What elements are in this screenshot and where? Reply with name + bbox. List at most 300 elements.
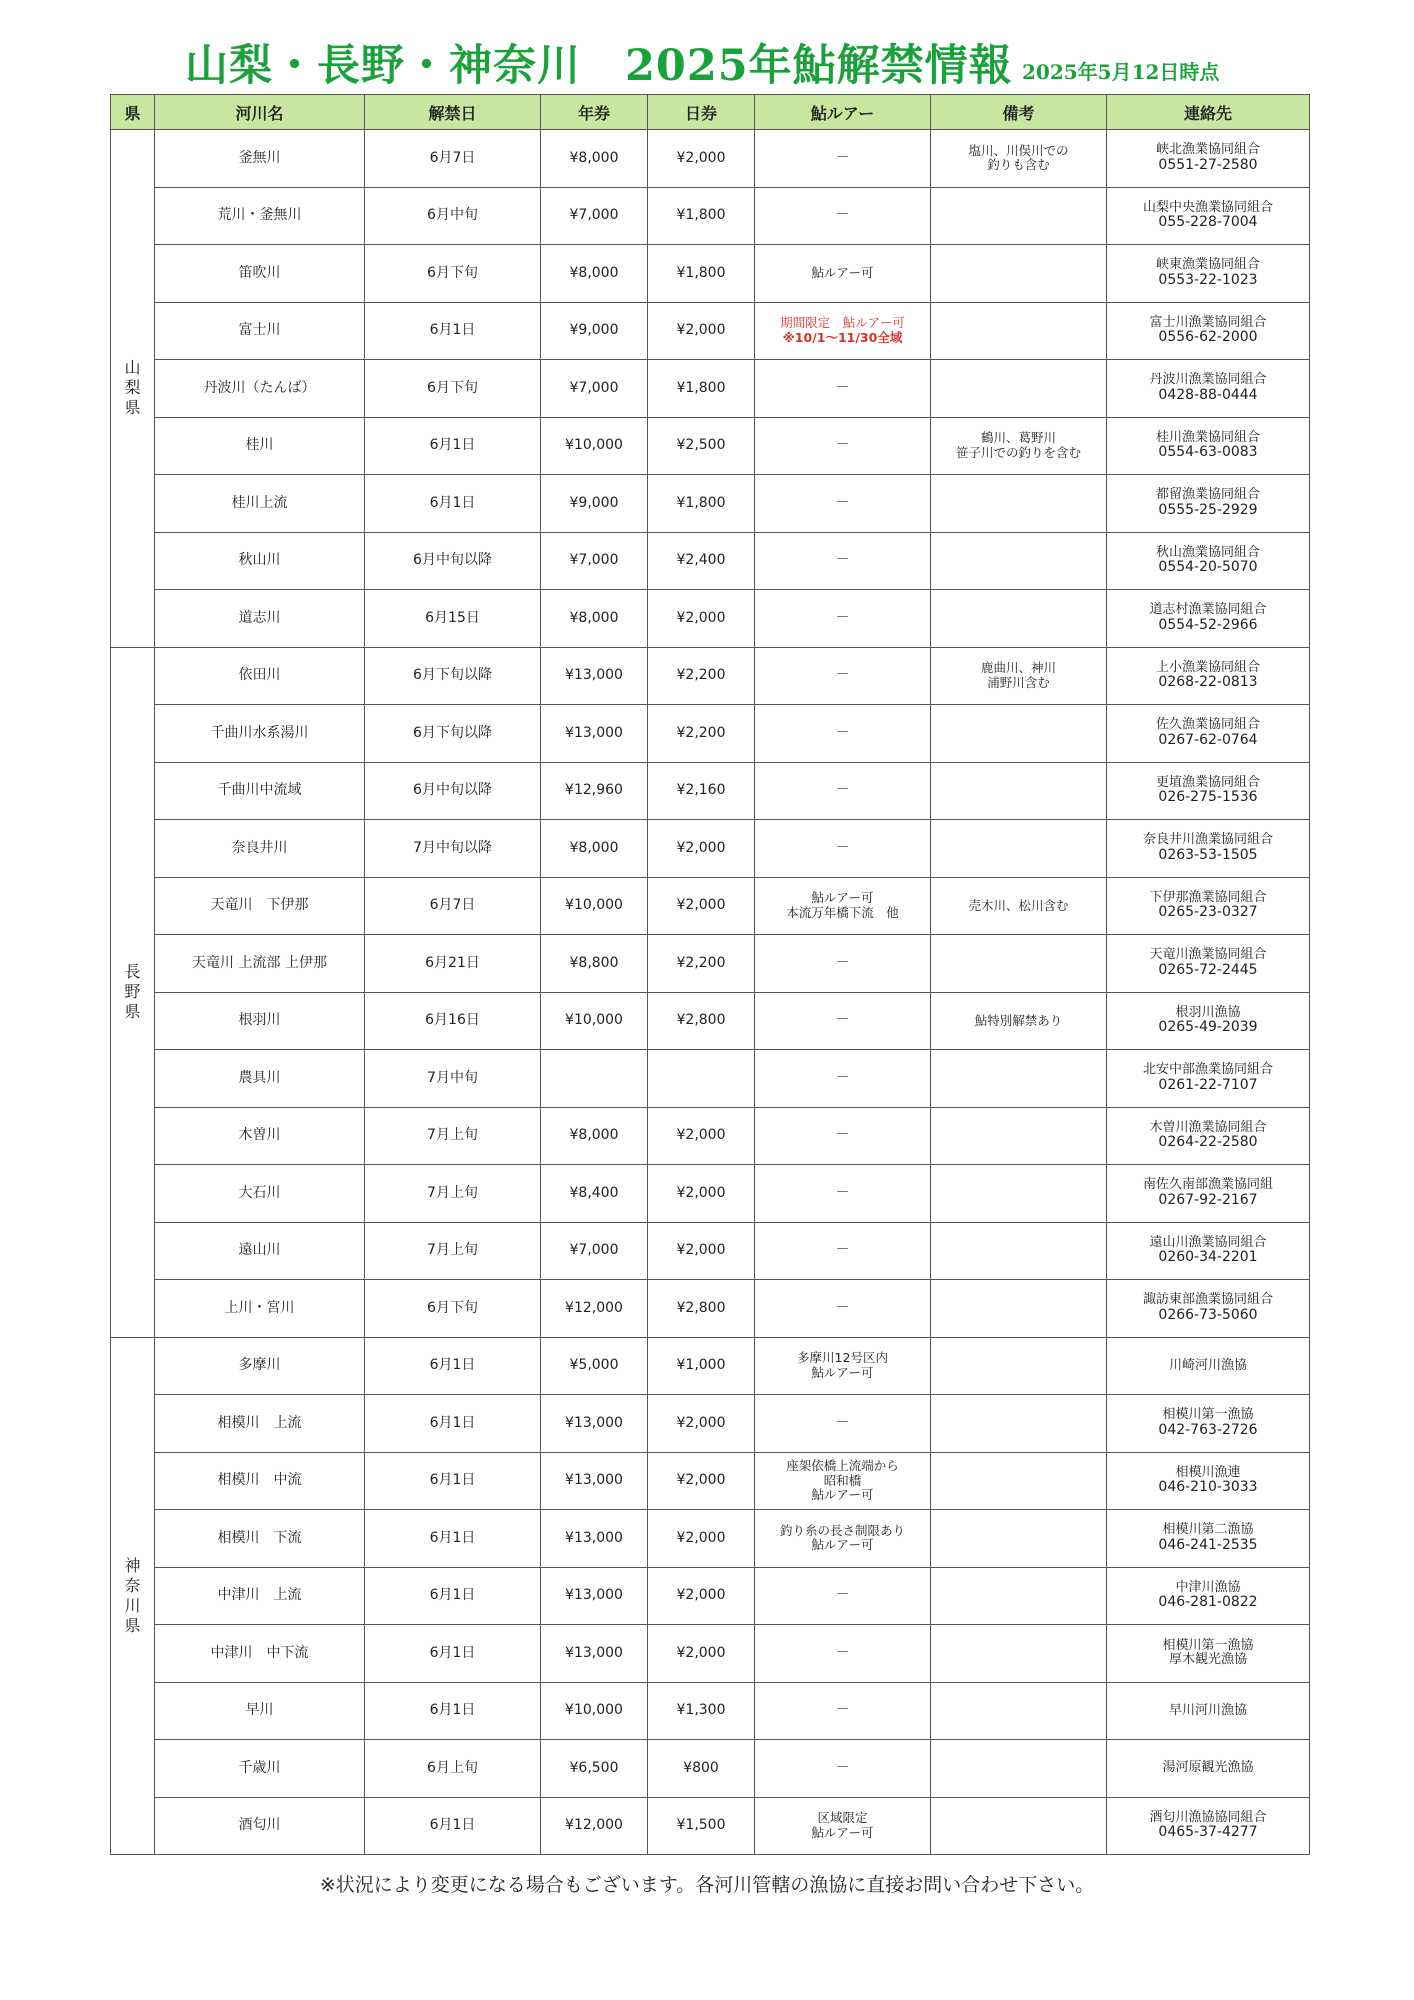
- open-date-cell: [365, 417, 541, 475]
- day-ticket-cell: [648, 187, 755, 245]
- table-row: [111, 245, 1310, 303]
- contact-phone: 055-228-7004: [1158, 214, 1258, 231]
- day-ticket: ¥2,160: [676, 782, 726, 799]
- contact-cell: [1107, 1222, 1310, 1280]
- open-date: 6月1日: [429, 1357, 476, 1374]
- contact-cell: [1107, 935, 1310, 993]
- open-date: 6月1日: [429, 1817, 476, 1834]
- ayu-lure-cell: [755, 187, 931, 245]
- river-name-cell: [155, 302, 365, 360]
- contact-cell: [1107, 992, 1310, 1050]
- annual-ticket-cell: [541, 187, 648, 245]
- ayu-lure-text: －: [835, 1069, 850, 1086]
- table-row: [111, 1107, 1310, 1165]
- ayu-lure-text: －: [835, 1587, 850, 1604]
- open-date: 6月1日: [429, 437, 476, 454]
- annual-ticket-cell: [541, 1625, 648, 1683]
- open-date-cell: [365, 187, 541, 245]
- contact-org: 根羽川漁協: [1175, 1004, 1241, 1020]
- open-date: 6月中旬: [427, 207, 478, 224]
- annual-ticket-cell: [541, 935, 648, 993]
- contact-phone: 0554-63-0083: [1158, 444, 1258, 461]
- annual-ticket: ¥8,000: [569, 839, 619, 856]
- ayu-lure-text: 本流万年橋下流 他: [786, 904, 899, 920]
- contact-org: 木曽川漁業協同組合: [1149, 1119, 1267, 1135]
- contact-phone: 0465-37-4277: [1158, 1824, 1258, 1841]
- day-ticket: ¥2,200: [676, 954, 726, 971]
- day-ticket-cell: [648, 1337, 755, 1395]
- annual-ticket: ¥13,000: [565, 1414, 623, 1431]
- ayu-lure-cell: [755, 475, 931, 533]
- ayu-lure-text: 鮎ルアー可: [811, 265, 874, 281]
- contact-phone: 042-763-2726: [1158, 1421, 1258, 1438]
- open-date: 6月1日: [429, 1702, 476, 1719]
- open-date: 6月中旬以降: [413, 552, 492, 569]
- col-header-prefecture: 県: [111, 95, 155, 130]
- ayu-lure-text: －: [835, 1414, 850, 1431]
- river-name-cell: [155, 187, 365, 245]
- river-name: 釜無川: [238, 149, 281, 166]
- river-name: 多摩川: [238, 1357, 281, 1374]
- table-row: [111, 820, 1310, 878]
- day-ticket: ¥2,000: [676, 1644, 726, 1661]
- open-date-cell: [365, 1740, 541, 1798]
- contact-phone: 0556-62-2000: [1158, 329, 1258, 346]
- contact-org: 佐久漁業協同組合: [1155, 717, 1260, 733]
- river-name-cell: [155, 360, 365, 418]
- contact-cell: [1107, 1797, 1310, 1855]
- river-name: 相模川 下流: [217, 1529, 302, 1546]
- open-date-cell: [365, 647, 541, 705]
- table-row: [111, 1337, 1310, 1395]
- contact-phone: 0551-27-2580: [1158, 156, 1258, 173]
- ayu-lure-text: 多摩川12号区内: [797, 1350, 888, 1366]
- day-ticket: ¥1,500: [676, 1817, 726, 1834]
- notes-cell: [931, 1050, 1107, 1108]
- col-header-contact: 連絡先: [1107, 95, 1310, 130]
- col-header-annual-ticket: 年券: [541, 95, 648, 130]
- day-ticket-cell: [648, 1510, 755, 1568]
- contact-org: 秋山漁業協同組合: [1155, 544, 1260, 560]
- river-name-cell: [155, 1797, 365, 1855]
- as-of-date: 2025年5月12日時点: [1022, 60, 1220, 84]
- open-date: 6月下旬以降: [413, 724, 492, 741]
- open-date: 6月1日: [429, 494, 476, 511]
- contact-cell: [1107, 1165, 1310, 1223]
- table-row: [111, 1510, 1310, 1568]
- day-ticket-cell: [648, 1797, 755, 1855]
- contact-cell: [1107, 417, 1310, 475]
- river-name-cell: [155, 1395, 365, 1453]
- ayu-lure-cell: [755, 762, 931, 820]
- ayu-lure-text: 鮎ルアー可: [811, 1824, 874, 1840]
- annual-ticket-cell: [541, 1107, 648, 1165]
- contact-cell: [1107, 1337, 1310, 1395]
- contact-cell: [1107, 1050, 1310, 1108]
- contact-org: 南佐久南部漁業協同組: [1142, 1177, 1273, 1193]
- open-date: 6月15日: [425, 609, 480, 626]
- day-ticket-cell: [648, 417, 755, 475]
- river-name-cell: [155, 762, 365, 820]
- annual-ticket: ¥12,960: [565, 782, 623, 799]
- open-date: 6月1日: [429, 1587, 476, 1604]
- open-date: 6月下旬: [427, 379, 478, 396]
- ayu-lure-text: －: [835, 207, 850, 224]
- contact-cell: [1107, 360, 1310, 418]
- notes-text: 笹子川での釣りを含む: [955, 444, 1081, 460]
- open-date-cell: [365, 1222, 541, 1280]
- river-name: 富士川: [238, 322, 281, 339]
- prefecture-cell: [111, 1337, 155, 1855]
- contact-org: 道志村漁業協同組合: [1149, 602, 1267, 618]
- open-date-cell: [365, 245, 541, 303]
- ayu-lure-text: －: [835, 494, 850, 511]
- river-name-cell: [155, 1740, 365, 1798]
- ayu-lure-text: 昭和橋: [823, 1472, 862, 1488]
- river-name-cell: [155, 877, 365, 935]
- river-name: 奈良井川: [231, 839, 288, 856]
- day-ticket: ¥2,000: [676, 322, 726, 339]
- annual-ticket: ¥13,000: [565, 1529, 623, 1546]
- contact-org: 相模川第一漁協: [1162, 1637, 1254, 1653]
- annual-ticket: ¥12,000: [565, 1817, 623, 1834]
- contact-cell: [1107, 590, 1310, 648]
- annual-ticket-cell: [541, 762, 648, 820]
- day-ticket: ¥2,000: [676, 609, 726, 626]
- day-ticket-cell: [648, 820, 755, 878]
- annual-ticket-cell: [541, 1050, 648, 1108]
- contact-org: 下伊那漁業協同組合: [1149, 889, 1267, 905]
- ayu-lure-cell: [755, 647, 931, 705]
- table-row: [111, 475, 1310, 533]
- day-ticket: ¥2,400: [676, 552, 726, 569]
- table-row: [111, 360, 1310, 418]
- notes-cell: [931, 532, 1107, 590]
- day-ticket: ¥2,000: [676, 149, 726, 166]
- table-row: [111, 1222, 1310, 1280]
- contact-cell: [1107, 1567, 1310, 1625]
- ayu-lure-text: －: [835, 1702, 850, 1719]
- notes-cell: [931, 1797, 1107, 1855]
- contact-org: 山梨中央漁業協同組合: [1142, 199, 1273, 215]
- notes-text: 鹿曲川、神川: [980, 660, 1056, 676]
- open-date: 6月7日: [429, 149, 476, 166]
- open-date: 6月1日: [429, 1529, 476, 1546]
- annual-ticket-cell: [541, 647, 648, 705]
- open-date: 7月中旬以降: [413, 839, 492, 856]
- annual-ticket: ¥8,000: [569, 149, 619, 166]
- river-name: 千曲川中流域: [217, 782, 302, 799]
- river-name: 中津川 上流: [217, 1587, 302, 1604]
- day-ticket: ¥2,000: [676, 839, 726, 856]
- notes-cell: [931, 1452, 1107, 1510]
- annual-ticket-cell: [541, 877, 648, 935]
- contact-cell: [1107, 762, 1310, 820]
- day-ticket: ¥2,200: [676, 724, 726, 741]
- annual-ticket-cell: [541, 820, 648, 878]
- ayu-lure-cell: [755, 1567, 931, 1625]
- contact-phone: 0268-22-0813: [1158, 674, 1258, 691]
- day-ticket-cell: [648, 302, 755, 360]
- contact-cell: [1107, 647, 1310, 705]
- ayu-lure-cell: [755, 417, 931, 475]
- open-date-cell: [365, 935, 541, 993]
- open-date-cell: [365, 1682, 541, 1740]
- open-date-cell: [365, 130, 541, 188]
- open-date-cell: [365, 1452, 541, 1510]
- contact-cell: [1107, 1280, 1310, 1338]
- contact-cell: [1107, 187, 1310, 245]
- river-name: 桂川: [245, 437, 274, 454]
- ayu-lure-text: 鮎ルアー可: [811, 1486, 874, 1502]
- contact-org: 酒匂川漁協協同組合: [1149, 1809, 1267, 1825]
- day-ticket: ¥1,300: [676, 1702, 726, 1719]
- table-row: [111, 302, 1310, 360]
- river-name-cell: [155, 1280, 365, 1338]
- day-ticket-cell: [648, 1682, 755, 1740]
- annual-ticket-cell: [541, 1337, 648, 1395]
- annual-ticket: ¥10,000: [565, 437, 623, 454]
- open-date-cell: [365, 1510, 541, 1568]
- contact-phone: 0428-88-0444: [1158, 386, 1258, 403]
- annual-ticket-cell: [541, 992, 648, 1050]
- col-header-open-date: 解禁日: [365, 95, 541, 130]
- day-ticket: ¥2,800: [676, 1012, 726, 1029]
- day-ticket-cell: [648, 590, 755, 648]
- day-ticket-cell: [648, 532, 755, 590]
- ayu-lure-cell: [755, 877, 931, 935]
- annual-ticket: ¥10,000: [565, 897, 623, 914]
- ayu-lure-text: －: [835, 149, 850, 166]
- ayu-lure-cell: [755, 1050, 931, 1108]
- contact-org: 相模川第一漁協: [1162, 1407, 1254, 1423]
- river-name: 上川・宮川: [224, 1299, 295, 1316]
- table-row: [111, 992, 1310, 1050]
- ayu-lure-text: －: [835, 1127, 850, 1144]
- day-ticket: ¥1,000: [676, 1357, 726, 1374]
- annual-ticket-cell: [541, 532, 648, 590]
- open-date-cell: [365, 1567, 541, 1625]
- ayu-lure-text: －: [835, 1012, 850, 1029]
- day-ticket: ¥2,000: [676, 897, 726, 914]
- contact-cell: [1107, 1625, 1310, 1683]
- prefecture-name: 長野県: [124, 962, 141, 1021]
- contact-phone: 046-241-2535: [1158, 1536, 1258, 1553]
- river-name-cell: [155, 1050, 365, 1108]
- day-ticket-cell: [648, 992, 755, 1050]
- open-date-cell: [365, 1625, 541, 1683]
- open-date: 6月中旬以降: [413, 782, 492, 799]
- ayu-lure-cell: [755, 245, 931, 303]
- notes-cell: [931, 1107, 1107, 1165]
- river-name: 笛吹川: [238, 264, 281, 281]
- day-ticket: ¥2,000: [676, 1529, 726, 1546]
- notes-cell: [931, 475, 1107, 533]
- river-name-cell: [155, 532, 365, 590]
- ayu-lure-text: －: [835, 437, 850, 454]
- river-name: 丹波川（たんば）: [203, 379, 316, 396]
- river-name-cell: [155, 1222, 365, 1280]
- open-date: 6月16日: [425, 1012, 480, 1029]
- notes-cell: [931, 705, 1107, 763]
- contact-phone: 0265-49-2039: [1158, 1019, 1258, 1036]
- table-row: [111, 1797, 1310, 1855]
- day-ticket-cell: [648, 1280, 755, 1338]
- day-ticket: ¥1,800: [676, 494, 726, 511]
- ayu-lure-cell: [755, 130, 931, 188]
- day-ticket: ¥2,000: [676, 1472, 726, 1489]
- river-name-cell: [155, 475, 365, 533]
- open-date-cell: [365, 1337, 541, 1395]
- table-row: [111, 1452, 1310, 1510]
- open-date-cell: [365, 1165, 541, 1223]
- open-date: 6月下旬以降: [413, 667, 492, 684]
- open-date-cell: [365, 762, 541, 820]
- notes-text: 塩川、川俣川での: [968, 142, 1069, 158]
- contact-phone: 0266-73-5060: [1158, 1306, 1258, 1323]
- notes-cell: [931, 992, 1107, 1050]
- ayu-lure-text: －: [835, 552, 850, 569]
- day-ticket: ¥2,000: [676, 1184, 726, 1201]
- contact-phone: 0554-20-5070: [1158, 559, 1258, 576]
- ayu-lure-text: 釣り糸の長さ制限あり: [779, 1522, 905, 1538]
- contact-org: 奈良井川漁業協同組合: [1142, 832, 1273, 848]
- contact-phone: 0261-22-7107: [1158, 1076, 1258, 1093]
- river-name-cell: [155, 1452, 365, 1510]
- ayu-lure-cell: [755, 1682, 931, 1740]
- page-title: 山梨・長野・神奈川 2025年鮎解禁情報: [185, 41, 1013, 91]
- annual-ticket-cell: [541, 1510, 648, 1568]
- contact-org: 上小漁業協同組合: [1155, 659, 1260, 675]
- river-name-cell: [155, 705, 365, 763]
- river-name: 天竜川 上流部 上伊那: [192, 954, 327, 971]
- contact-phone: 0554-52-2966: [1158, 616, 1258, 633]
- annual-ticket: ¥9,000: [569, 494, 619, 511]
- river-name-cell: [155, 935, 365, 993]
- notes-text: 浦野川含む: [987, 674, 1050, 690]
- ayu-lure-cell: [755, 992, 931, 1050]
- river-name-cell: [155, 1510, 365, 1568]
- ayu-lure-text: －: [835, 954, 850, 971]
- contact-org: 遠山川漁業協同組合: [1149, 1234, 1267, 1250]
- notes-cell: [931, 245, 1107, 303]
- day-ticket: ¥2,000: [676, 1242, 726, 1259]
- annual-ticket: ¥5,000: [569, 1357, 619, 1374]
- day-ticket-cell: [648, 1222, 755, 1280]
- open-date: 6月1日: [429, 1414, 476, 1431]
- ayu-lure-cell: [755, 302, 931, 360]
- river-name: 農具川: [238, 1069, 281, 1086]
- contact-org: 湯河原観光漁協: [1162, 1760, 1254, 1776]
- annual-ticket-cell: [541, 590, 648, 648]
- river-name: 桂川上流: [231, 494, 288, 511]
- day-ticket-cell: [648, 1107, 755, 1165]
- day-ticket-cell: [648, 762, 755, 820]
- open-date: 6月下旬: [427, 264, 478, 281]
- ayu-lure-text: －: [835, 1299, 850, 1316]
- notes-cell: [931, 1740, 1107, 1798]
- river-name: 秋山川: [238, 552, 281, 569]
- ayu-lure-text: 鮎ルアー可: [811, 890, 874, 906]
- contact-cell: [1107, 245, 1310, 303]
- notes-cell: [931, 877, 1107, 935]
- ayu-lure-cell: [755, 1395, 931, 1453]
- open-date-cell: [365, 1107, 541, 1165]
- open-date: 7月上旬: [427, 1127, 478, 1144]
- open-date-cell: [365, 1797, 541, 1855]
- ayu-lure-text: 座架依橋上流端から: [786, 1458, 899, 1474]
- annual-ticket: ¥13,000: [565, 1472, 623, 1489]
- day-ticket-cell: [648, 705, 755, 763]
- contact-cell: [1107, 705, 1310, 763]
- river-name: 千曲川水系湯川: [210, 724, 309, 741]
- river-name: 千歳川: [238, 1759, 281, 1776]
- ayu-lure-text: ※10/1～11/30全域: [782, 329, 903, 345]
- ayu-lure-cell: [755, 1280, 931, 1338]
- contact-org: 丹波川漁業協同組合: [1149, 372, 1267, 388]
- river-name-cell: [155, 992, 365, 1050]
- river-name-cell: [155, 1165, 365, 1223]
- day-ticket-cell: [648, 877, 755, 935]
- open-date: 6月1日: [429, 1472, 476, 1489]
- ayu-lure-cell: [755, 1797, 931, 1855]
- contact-phone: 0267-62-0764: [1158, 731, 1258, 748]
- ayu-lure-text: －: [835, 1644, 850, 1661]
- annual-ticket-cell: [541, 475, 648, 533]
- table-row: [111, 130, 1310, 188]
- contact-org: 中津川漁協: [1175, 1579, 1241, 1595]
- notes-cell: [931, 1625, 1107, 1683]
- river-name-cell: [155, 1107, 365, 1165]
- open-date-cell: [365, 1050, 541, 1108]
- day-ticket-cell: [648, 1050, 755, 1108]
- annual-ticket-cell: [541, 1222, 648, 1280]
- ayu-lure-cell: [755, 1222, 931, 1280]
- contact-phone: 046-210-3033: [1158, 1479, 1258, 1496]
- table-row: [111, 762, 1310, 820]
- open-date-cell: [365, 877, 541, 935]
- table-row: [111, 532, 1310, 590]
- ayu-lure-text: 期間限定 鮎ルアー可: [780, 315, 905, 331]
- open-date: 6月1日: [429, 1644, 476, 1661]
- prefecture-cell: [111, 130, 155, 648]
- notes-cell: [931, 762, 1107, 820]
- contact-cell: [1107, 130, 1310, 188]
- contact-phone: 0265-72-2445: [1158, 961, 1258, 978]
- day-ticket: ¥1,800: [676, 207, 726, 224]
- contact-phone: 046-281-0822: [1158, 1594, 1258, 1611]
- day-ticket-cell: [648, 1452, 755, 1510]
- annual-ticket: ¥9,000: [569, 322, 619, 339]
- river-name: 根羽川: [238, 1012, 281, 1029]
- open-date: 7月上旬: [427, 1184, 478, 1201]
- annual-ticket: ¥10,000: [565, 1702, 623, 1719]
- notes-text: 釣りも含む: [987, 157, 1050, 173]
- annual-ticket: ¥8,800: [569, 954, 619, 971]
- notes-cell: [931, 302, 1107, 360]
- day-ticket: ¥2,200: [676, 667, 726, 684]
- table-row: [111, 705, 1310, 763]
- river-name-cell: [155, 1625, 365, 1683]
- ayu-lure-cell: [755, 1165, 931, 1223]
- ayu-lure-text: －: [835, 1184, 850, 1201]
- annual-ticket-cell: [541, 1165, 648, 1223]
- col-header-notes: 備考: [931, 95, 1107, 130]
- open-date: 6月7日: [429, 897, 476, 914]
- table-row: [111, 1682, 1310, 1740]
- annual-ticket-cell: [541, 1740, 648, 1798]
- ayu-lure-text: －: [835, 667, 850, 684]
